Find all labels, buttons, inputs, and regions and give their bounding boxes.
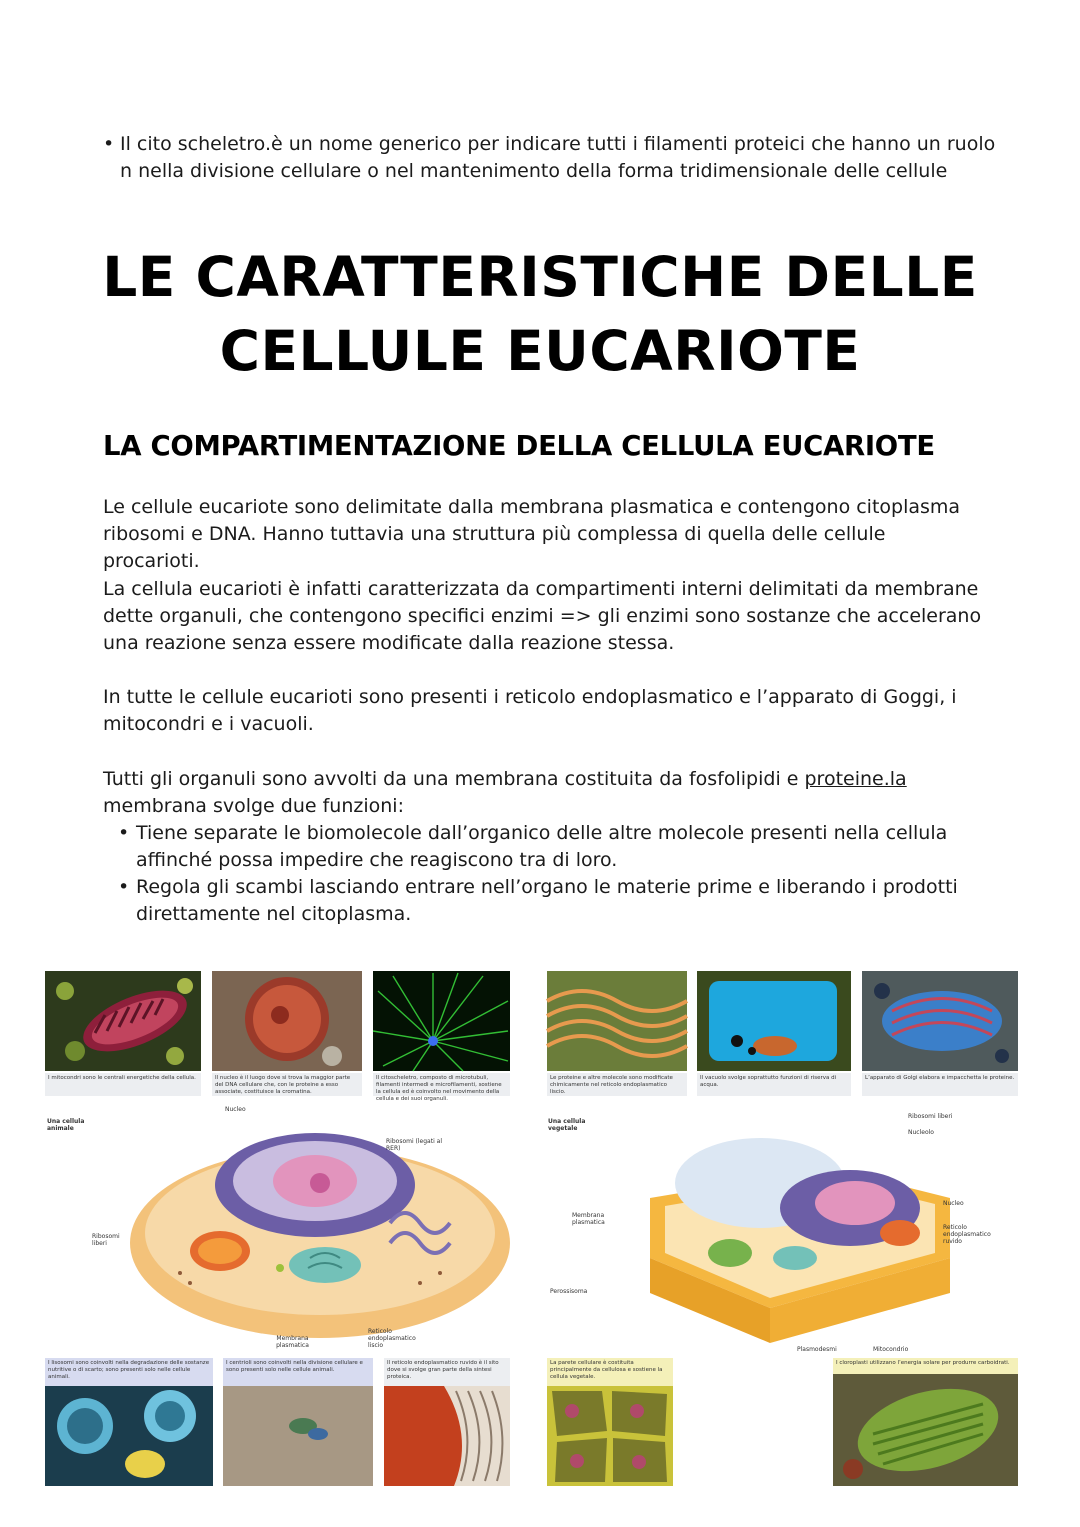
chloroplast-caption: I cloroplasti utilizzano l’energia solare per produrre carboidrati. xyxy=(833,1358,1018,1374)
plant-cell-illustration xyxy=(630,1108,960,1348)
label-nucleo-plant: Nucleo xyxy=(943,1200,964,1207)
cell-figure xyxy=(40,968,1040,1493)
nucleus-micrograph xyxy=(212,971,362,1071)
animal-cell-heading: Una cellula animale xyxy=(47,1118,85,1132)
label-reticolo-liscio: Reticolo endoplasmatico liscio xyxy=(368,1328,416,1349)
title-line-1: LE CARATTERISTICHE DELLE xyxy=(102,245,978,309)
cytoskeleton-micrograph xyxy=(373,971,510,1071)
label-ribosomi-rer: Ribosomi (legati al RER) xyxy=(386,1138,442,1152)
centrioles-photo-panel xyxy=(223,1358,373,1486)
functions-list xyxy=(118,820,978,928)
list-item: • Regola gli scambi lasciando entrare nell’organo le materie prime e liberando i prodotti direttamente nel citoplasma. xyxy=(118,874,978,928)
intro-bullet xyxy=(103,131,1003,185)
label-nucleo: Nucleo xyxy=(225,1106,246,1113)
chloroplast-micrograph xyxy=(833,1374,1018,1486)
cell-wall-photo-panel xyxy=(547,1358,673,1486)
label-ribosomi-liberi-plant: Ribosomi liberi xyxy=(908,1113,953,1120)
cell-wall-caption: La parete cellulare è costituita principalmente da cellulosa e sostiene la cellula vegetale. xyxy=(547,1358,673,1386)
label-membrana-plasmatica-plant: Membrana plasmatica xyxy=(572,1212,605,1226)
paragraph-4 xyxy=(103,766,983,820)
rough-er-micrograph xyxy=(384,1386,510,1486)
proteine-link[interactable]: proteine.la xyxy=(804,768,907,790)
label-reticolo-ruvido: Reticolo endoplasmatico ruvido xyxy=(943,1224,991,1245)
paragraph-4-start: Tutti gli organuli sono avvolti da una membrana costituita da fosfolipidi e xyxy=(103,768,805,790)
animal-cell-illustration xyxy=(120,1103,520,1363)
title-line-2: CELLULE EUCARIOTE xyxy=(219,319,861,383)
golgi-micrograph xyxy=(862,971,1018,1071)
smooth-er-photo-panel xyxy=(547,971,687,1096)
mitochondria-micrograph xyxy=(45,971,201,1071)
vacuole-caption: Il vacuolo svolge soprattutto funzioni di riserva di acqua. xyxy=(697,1073,851,1096)
vacuole-photo-panel xyxy=(697,971,851,1096)
section-title: LA COMPARTIMENTAZIONE DELLA CELLULA EUCARIOTE xyxy=(103,430,935,462)
centrioles-micrograph xyxy=(223,1386,373,1486)
smooth-er-micrograph xyxy=(547,971,687,1071)
centrioles-caption: I centrioli sono coinvolti nella divisione cellulare e sono presenti solo nelle cellule animali. xyxy=(223,1358,373,1386)
vacuole-micrograph xyxy=(697,971,851,1071)
paragraph-1: Le cellule eucariote sono delimitate dalla membrana plasmatica e contengono citoplasma ribosomi e DNA. Hanno tuttavia una struttura più complessa di quella delle cellule procarioti. xyxy=(103,496,961,572)
paragraph-4-end: membrana svolge due funzioni: xyxy=(103,795,404,817)
mitochondria-photo-panel xyxy=(45,971,201,1096)
intro-bullet-text: Il cito scheletro.è un nome generico per indicare tutti i filamenti proteici che hanno un ruolo n nella divisione cellulare o nel mantenimento della forma tridimensionale delle cellule xyxy=(120,133,996,182)
rough-er-caption: Il reticolo endoplasmatico ruvido è il sito dove si svolge gran parte della sintesi proteica. xyxy=(384,1358,510,1386)
cytoskeleton-photo-panel xyxy=(373,971,510,1102)
label-perossisoma: Perossisoma xyxy=(550,1288,588,1295)
nucleus-photo-panel xyxy=(212,971,362,1096)
bullet-marker: • xyxy=(103,133,115,155)
chloroplast-photo-panel xyxy=(833,1358,1018,1486)
lysosomes-micrograph xyxy=(45,1386,213,1486)
plant-cell-heading: Una cellula vegetale xyxy=(548,1118,586,1132)
label-ribosomi-liberi: Ribosomi liberi xyxy=(92,1233,120,1247)
golgi-photo-panel xyxy=(862,971,1018,1096)
mitochondria-caption: I mitocondri sono le centrali energetiche della cellula. xyxy=(45,1073,201,1096)
lysosomes-caption: I lisosomi sono coinvolti nella degradazione delle sostanze nutritive o di scarto; sono presenti solo nelle cellule animali. xyxy=(45,1358,213,1386)
nucleus-caption: Il nucleo è il luogo dove si trova la maggior parte del DNA cellulare che, con le proteine a esso associate, costituisce la cromatina. xyxy=(212,1073,362,1096)
label-nucleolo: Nucleolo xyxy=(908,1129,934,1136)
paragraph-2: La cellula eucarioti è infatti caratterizzata da compartimenti interni delimitati da membrane dette organuli, che contengono specifici enzimi => gli enzimi sono sostanze che accelerano una reazione senza essere modificate dalla reazione stessa. xyxy=(103,578,982,654)
label-membrana-plasmatica: Membrana plasmatica xyxy=(276,1335,309,1349)
label-plasmodesmi: Plasmodesmi xyxy=(797,1346,837,1353)
lysosomes-photo-panel xyxy=(45,1358,213,1486)
list-item: • Tiene separate le biomolecole dall’organico delle altre molecole presenti nella cellula affinché possa impedire che reagiscono tra di loro. xyxy=(118,820,978,874)
page-title xyxy=(0,240,1080,388)
cytoskeleton-caption: Il citoscheletro, composto di microtubuli, filamenti intermedi e microfilamenti, sostiene la cellula ed è coinvolto nel movimento della cellula e dei suoi organuli. xyxy=(373,1073,510,1096)
golgi-caption: L’apparato di Golgi elabora e impacchetta le proteine. xyxy=(862,1073,1018,1096)
paragraph-3: In tutte le cellule eucarioti sono presenti i reticolo endoplasmatico e l’apparato di Goggi, i mitocondri e i vacuoli. xyxy=(103,686,957,735)
smooth-er-caption: Le proteine e altre molecole sono modificate chimicamente nel reticolo endoplasmatico liscio. xyxy=(547,1073,687,1096)
rough-er-photo-panel xyxy=(384,1358,510,1486)
cell-wall-micrograph xyxy=(547,1386,673,1486)
label-mitocondrio: Mitocondrio xyxy=(873,1346,909,1353)
